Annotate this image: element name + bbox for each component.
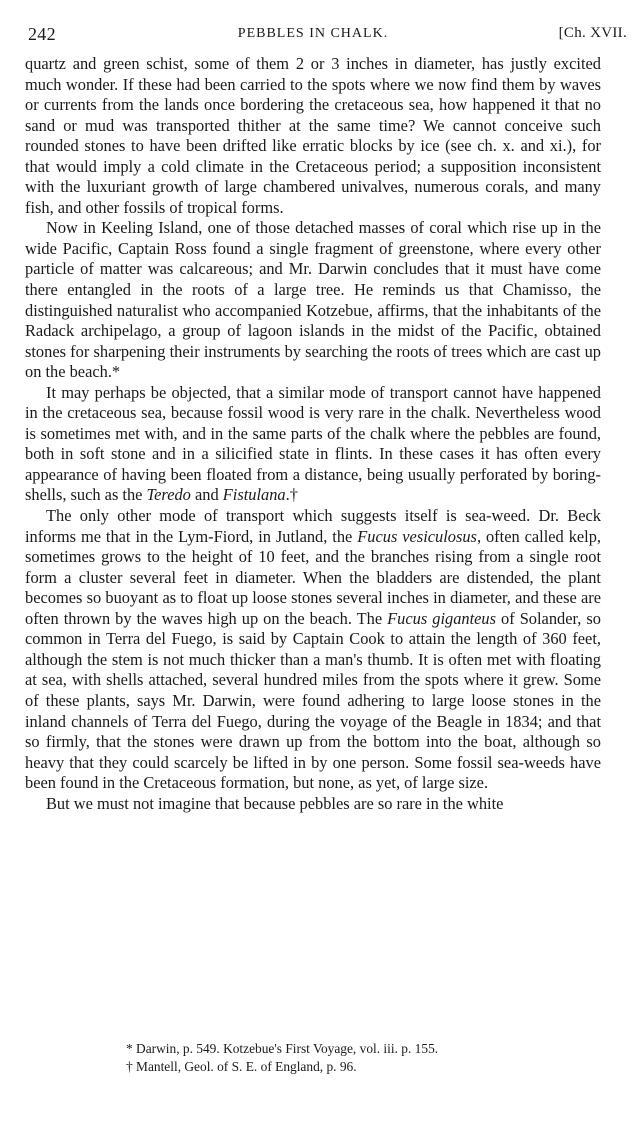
paragraph <box>25 506 601 794</box>
italic-term: Fistulana <box>222 485 286 505</box>
running-header <box>25 24 627 46</box>
text-run: , often called kelp, sometimes grows to the height of 10 feet, and the branches rising from a single root form a cluster several feet in diameter. When the bladders are distended, the plant becomes so buoyant as to float up loose stones several inches in diameter, and these are often thrown by the waves high up on the beach. The <box>25 526 602 628</box>
paragraph <box>25 54 601 218</box>
text-run: quartz and green schist, some of them 2 or 3 inches in diameter, has justly excited much wonder. If these had been carried to the spots where we now find them by waves or currents from the lands once bordering the cretaceous sea, how happened it that no sand or mud was transported thither at the same time? We cannot conceive such rounded stones to have been drifted like erratic blocks by ice (see ch. x. and xi.), for that would imply a cold climate in the Cretaceous period; a supposition inconsistent with the luxuriant growth of large chambered univalves, numerous corals, and many fish, and other fossils of tropical forms. <box>25 54 601 217</box>
footnote: † Mantell, Geol. of S. E. of England, p. 96. <box>126 1058 357 1074</box>
text-run: and <box>190 485 223 505</box>
text-run: It may perhaps be objected, that a similar mode of transport cannot have happened in the cretaceous sea, because fossil wood is very rare in the chalk. Nevertheless wood is sometimes met with, and in the same parts of the chalk where the pebbles are found, both in soft stone and in a silicified state in flints. In these cases it has often every appearance of having been floated from a distance, being usually perforated by boring-shells, such as the <box>25 382 601 505</box>
book-page <box>25 24 627 1104</box>
paragraph <box>25 383 601 506</box>
footnote: * Darwin, p. 549. Kotzebue's First Voyage, vol. iii. p. 155. <box>126 1041 439 1056</box>
body-text <box>25 54 601 814</box>
paragraph <box>25 218 601 382</box>
text-run: of Solander, so common in Terra del Fuego, is said by Captain Cook to attain the length of 360 feet, although the stem is not much thicker than a man's thumb. It is often met with floating at sea, with shells attached, several hundred miles from the spots where it grew. Some of these plants, says Mr. Darwin, were found adhering to large loose stones in the inland channels of Terra del Fuego, during the voyage of the Beagle in 1834; and that so firmly, that the stones were drawn up from the bottom into the boat, although so heavy that they could scarcely be lifted in by one person. Some fossil sea-weeds have been found in the Cretaceous formation, but none, as yet, of large size. <box>25 608 601 793</box>
chapter-label: [Ch. XVII. <box>558 25 627 41</box>
italic-term: Teredo <box>146 485 191 505</box>
paragraph <box>25 794 601 815</box>
running-title: PEBBLES IN CHALK. <box>237 26 389 41</box>
text-run: .† <box>285 485 298 505</box>
footnotes <box>25 1040 601 1075</box>
page-number: 242 <box>28 24 56 44</box>
italic-term: Fucus giganteus <box>387 608 496 628</box>
text-run: The only other mode of transport which suggests itself is sea-weed. Dr. Beck informs me that in the Lym-Fiord, in Jutland, the <box>25 506 601 546</box>
text-run: But we must not imagine that because pebbles are so rare in the white <box>46 793 504 813</box>
italic-term: Fucus vesiculosus <box>357 526 477 546</box>
text-run: Now in Keeling Island, one of those detached masses of coral which rise up in the wide Pacific, Captain Ross found a single fragment of greenstone, where every other particle of matter was calcareous; and Mr. Darwin concludes that it must have come there entangled in the roots of a large tree. He reminds us that Chamisso, the distinguished naturalist who accompanied Kotzebue, affirms, that the inhabitants of the Radack archipelago, a group of lagoon islands in the midst of the Pacific, obtained stones for sharpening their instruments by searching the roots of trees which are cast up on the beach.* <box>25 218 601 382</box>
